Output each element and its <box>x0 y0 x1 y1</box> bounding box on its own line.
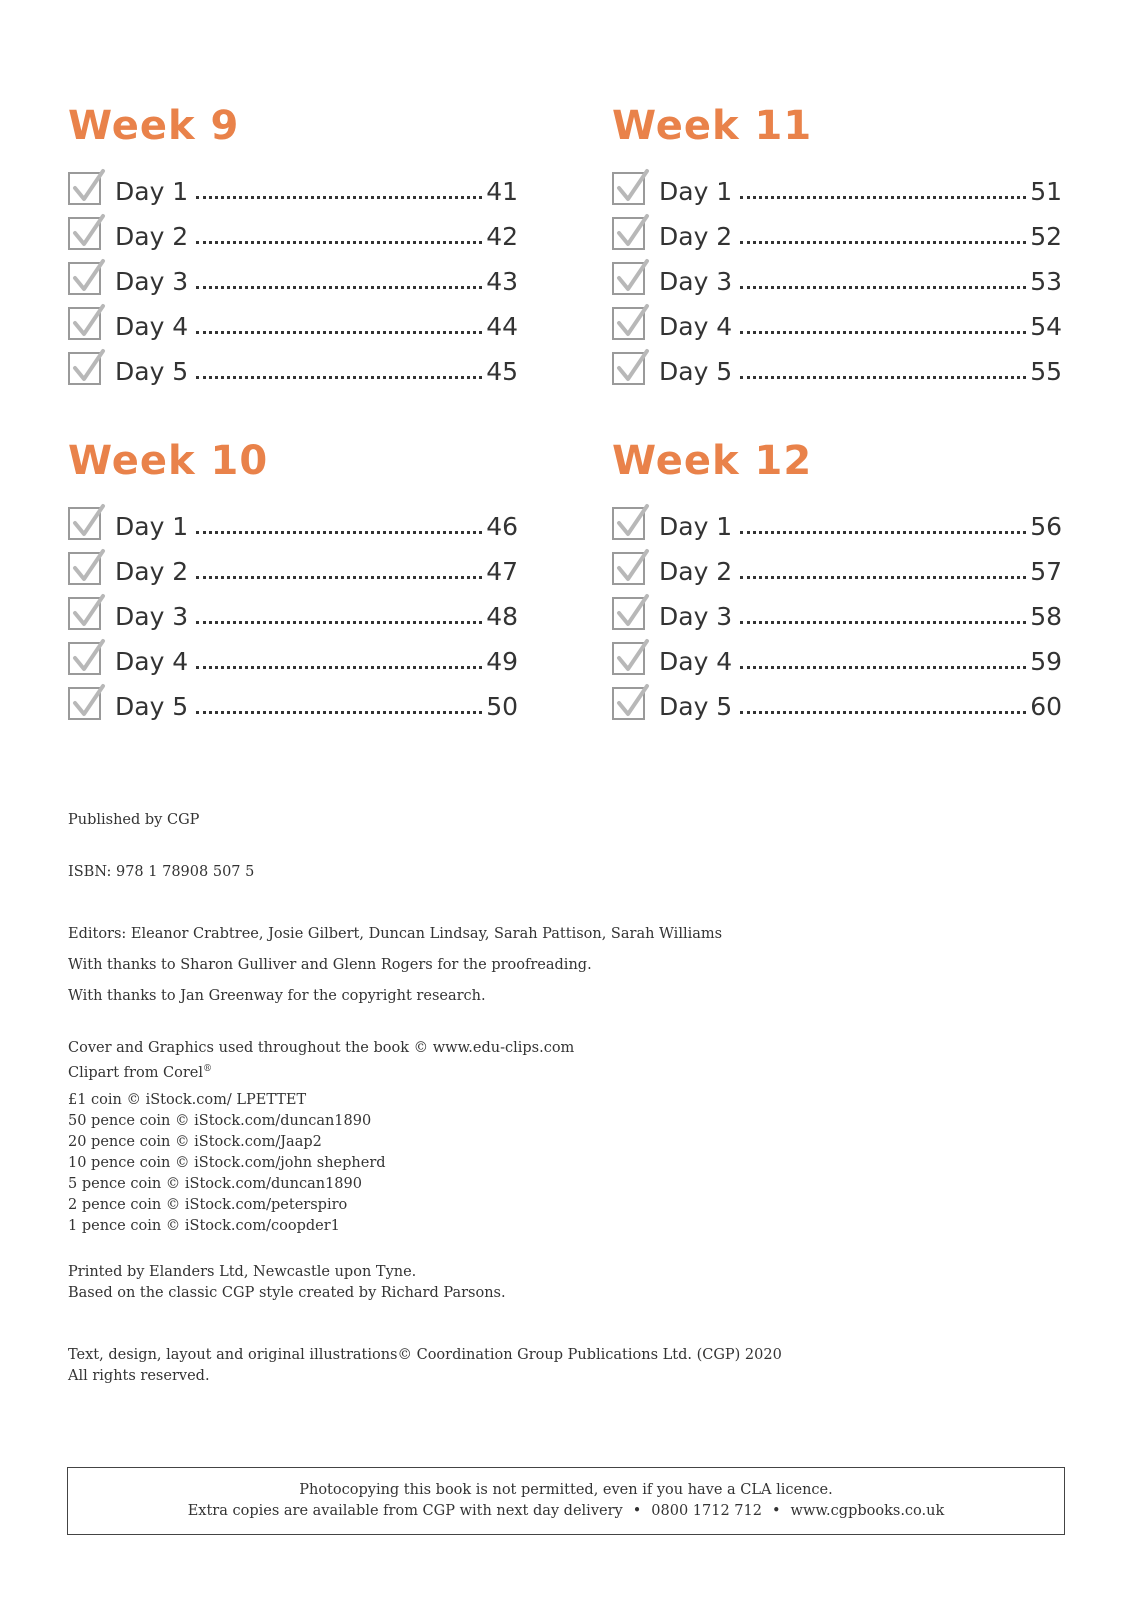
page-number: 47 <box>486 557 518 586</box>
day-label: Day 4 <box>659 312 733 341</box>
page-number: 60 <box>1030 692 1062 721</box>
ticked-checkbox-icon <box>612 552 645 585</box>
proofreading-thanks: With thanks to Sharon Gulliver and Glenn Rogers for the proofreading. <box>68 957 592 973</box>
day-row <box>612 632 1062 677</box>
registered-mark: ® <box>203 1064 213 1074</box>
phone-number: 0800 1712 712 <box>651 1503 762 1519</box>
page-number: 46 <box>486 512 518 541</box>
graphics-credits <box>68 1038 574 1084</box>
ticked-checkbox-icon <box>612 642 645 675</box>
day-row <box>612 162 1062 207</box>
week-title: Week 10 <box>68 438 269 484</box>
ticked-checkbox-icon <box>612 507 645 540</box>
printer-credits <box>68 1262 506 1304</box>
dot-leader <box>740 376 1026 379</box>
page-number: 50 <box>486 692 518 721</box>
dot-leader <box>196 621 482 624</box>
week-title: Week 11 <box>612 103 813 149</box>
rights-line: All rights reserved. <box>68 1368 210 1384</box>
day-label: Day 3 <box>115 602 189 631</box>
page-number: 43 <box>486 267 518 296</box>
week-11-section <box>612 100 1062 387</box>
dot-leader <box>196 576 482 579</box>
ticked-checkbox-icon <box>612 262 645 295</box>
day-label: Day 1 <box>115 177 189 206</box>
day-row <box>68 252 518 297</box>
ticked-checkbox-icon <box>68 642 101 675</box>
dot-leader <box>196 331 482 334</box>
day-row <box>612 342 1062 387</box>
day-list <box>68 162 518 387</box>
cover-credit: Cover and Graphics used throughout the book © www.edu-clips.com <box>68 1040 575 1056</box>
day-row <box>68 207 518 252</box>
copyright-block <box>68 1345 782 1387</box>
dot-leader <box>196 196 482 199</box>
day-label: Day 2 <box>115 557 189 586</box>
ticked-checkbox-icon <box>612 687 645 720</box>
day-row <box>68 297 518 342</box>
dot-leader <box>740 241 1026 244</box>
coin-credit: 5 pence coin © iStock.com/duncan1890 <box>68 1176 362 1192</box>
day-label: Day 1 <box>115 512 189 541</box>
week-9-section <box>68 100 518 387</box>
printed-by: Printed by Elanders Ltd, Newcastle upon Tyne. <box>68 1264 417 1280</box>
ticked-checkbox-icon <box>612 172 645 205</box>
page-number: 54 <box>1030 312 1062 341</box>
copyright-line: Text, design, layout and original illustrations© Coordination Group Publications Ltd. (CGP) 2020 <box>68 1347 782 1363</box>
ticked-checkbox-icon <box>612 217 645 250</box>
day-row <box>68 342 518 387</box>
day-row <box>612 252 1062 297</box>
day-row <box>68 162 518 207</box>
page-number: 48 <box>486 602 518 631</box>
page-number: 53 <box>1030 267 1062 296</box>
day-label: Day 4 <box>115 647 189 676</box>
week-title: Week 12 <box>612 438 813 484</box>
coin-credit: 2 pence coin © iStock.com/peterspiro <box>68 1197 348 1213</box>
page-number: 44 <box>486 312 518 341</box>
coin-credit: 10 pence coin © iStock.com/john shepherd <box>68 1155 386 1171</box>
day-label: Day 2 <box>659 222 733 251</box>
ticked-checkbox-icon <box>68 507 101 540</box>
page-number: 52 <box>1030 222 1062 251</box>
week-10-section <box>68 435 518 722</box>
page-number: 45 <box>486 357 518 386</box>
page-number: 56 <box>1030 512 1062 541</box>
style-credit: Based on the classic CGP style created by Richard Parsons. <box>68 1285 506 1301</box>
ticked-checkbox-icon <box>68 687 101 720</box>
day-label: Day 5 <box>659 692 733 721</box>
day-row <box>68 497 518 542</box>
publisher-line: Published by CGP <box>68 812 200 828</box>
clipart-credit-line <box>68 1059 574 1084</box>
editors-line: Editors: Eleanor Crabtree, Josie Gilbert, Duncan Lindsay, Sarah Pattison, Sarah Williams <box>68 926 723 942</box>
ticked-checkbox-icon <box>68 307 101 340</box>
notice-line-2 <box>68 1501 1064 1522</box>
day-row <box>68 542 518 587</box>
dot-leader <box>196 531 482 534</box>
isbn-line: ISBN: 978 1 78908 507 5 <box>68 864 255 880</box>
page-number: 57 <box>1030 557 1062 586</box>
day-row <box>612 542 1062 587</box>
ticked-checkbox-icon <box>68 217 101 250</box>
day-row <box>612 587 1062 632</box>
ticked-checkbox-icon <box>68 552 101 585</box>
week-title: Week 9 <box>68 103 240 149</box>
clipart-credit: Clipart from Corel <box>68 1064 204 1081</box>
page-number: 49 <box>486 647 518 676</box>
dot-leader <box>196 286 482 289</box>
dot-leader <box>196 376 482 379</box>
page-number: 42 <box>486 222 518 251</box>
day-list <box>68 497 518 722</box>
ticked-checkbox-icon <box>612 352 645 385</box>
day-label: Day 5 <box>115 357 189 386</box>
day-label: Day 5 <box>115 692 189 721</box>
coin-credit: 50 pence coin © iStock.com/duncan1890 <box>68 1113 372 1129</box>
day-label: Day 3 <box>659 602 733 631</box>
page-number: 55 <box>1030 357 1062 386</box>
ticked-checkbox-icon <box>68 597 101 630</box>
copyright-research-thanks: With thanks to Jan Greenway for the copyright research. <box>68 988 486 1004</box>
page-number: 58 <box>1030 602 1062 631</box>
day-label: Day 2 <box>115 222 189 251</box>
dot-leader <box>740 196 1026 199</box>
ticked-checkbox-icon <box>68 262 101 295</box>
dot-leader <box>196 666 482 669</box>
page-number: 59 <box>1030 647 1062 676</box>
dot-leader <box>740 576 1026 579</box>
day-row <box>68 587 518 632</box>
page-number: 41 <box>486 177 518 206</box>
day-label: Day 3 <box>115 267 189 296</box>
website-link[interactable]: www.cgpbooks.co.uk <box>790 1503 945 1519</box>
day-label: Day 5 <box>659 357 733 386</box>
day-label: Day 4 <box>659 647 733 676</box>
day-label: Day 1 <box>659 177 733 206</box>
day-list <box>612 497 1062 722</box>
day-label: Day 4 <box>115 312 189 341</box>
bullet-separator: • <box>632 1503 642 1519</box>
dot-leader <box>740 331 1026 334</box>
day-row <box>68 632 518 677</box>
dot-leader <box>196 241 482 244</box>
page-number: 51 <box>1030 177 1062 206</box>
day-row <box>612 207 1062 252</box>
coin-credit: £1 coin © iStock.com/ LPETTET <box>68 1092 307 1108</box>
ticked-checkbox-icon <box>612 597 645 630</box>
ticked-checkbox-icon <box>68 172 101 205</box>
day-row <box>68 677 518 722</box>
ticked-checkbox-icon <box>612 307 645 340</box>
notice-line-1: Photocopying this book is not permitted, even if you have a CLA licence. <box>299 1482 833 1498</box>
dot-leader <box>740 666 1026 669</box>
dot-leader <box>196 711 482 714</box>
day-list <box>612 162 1062 387</box>
dot-leader <box>740 286 1026 289</box>
coin-credits <box>68 1090 386 1237</box>
dot-leader <box>740 711 1026 714</box>
photocopy-notice-box <box>67 1467 1065 1535</box>
dot-leader <box>740 531 1026 534</box>
day-row <box>612 677 1062 722</box>
day-label: Day 1 <box>659 512 733 541</box>
extra-copies-text: Extra copies are available from CGP with next day delivery <box>187 1503 623 1519</box>
day-row <box>612 297 1062 342</box>
day-label: Day 2 <box>659 557 733 586</box>
ticked-checkbox-icon <box>68 352 101 385</box>
week-12-section <box>612 435 1062 722</box>
day-row <box>612 497 1062 542</box>
coin-credit: 1 pence coin © iStock.com/coopder1 <box>68 1218 340 1234</box>
day-label: Day 3 <box>659 267 733 296</box>
dot-leader <box>740 621 1026 624</box>
bullet-separator: • <box>771 1503 781 1519</box>
coin-credit: 20 pence coin © iStock.com/Jaap2 <box>68 1134 322 1150</box>
